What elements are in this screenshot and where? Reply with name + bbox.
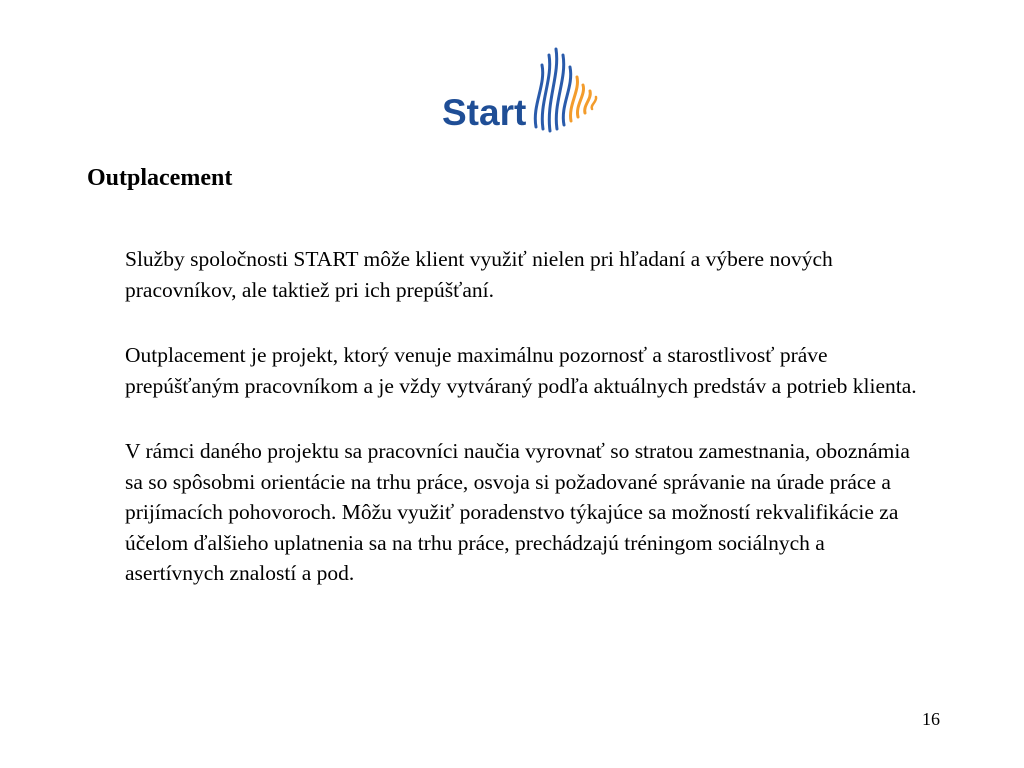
paragraph-project-details: V rámci daného projektu sa pracovníci naučia vyrovnať so stratou zamestnania, oboznámia sa so spôsobmi orientácie na trhu práce, osvoja si požadované správanie na úrade práce a prijímacích pohovoroch. Môžu využiť poradenstvo týkajúce sa možností rekvalifikácie za účelom ďalšieho uplatnenia sa na trhu práce, prechádzajú tréningom sociálnych a asertívnych znalostí a pod. (125, 439, 910, 585)
start-logo (440, 45, 615, 140)
page-number: 16 (922, 709, 940, 729)
paragraph-services: Služby spoločnosti START môže klient využiť nielen pri hľadaní a výbere nových pracovníkov, ale taktiež pri ich prepúšťaní. (125, 247, 833, 302)
slide-body (125, 244, 925, 624)
logo-wordmark: Start (442, 92, 527, 133)
paragraph-outplacement-project: Outplacement je projekt, ktorý venuje maximálnu pozornosť a starostlivosť práve prepúšťaným pracovníkom a je vždy vytváraný podľa aktuálnych predstáv a potrieb klienta. (125, 343, 917, 398)
start-wave-logo-icon (440, 45, 615, 140)
slide-title: Outplacement (87, 165, 233, 191)
